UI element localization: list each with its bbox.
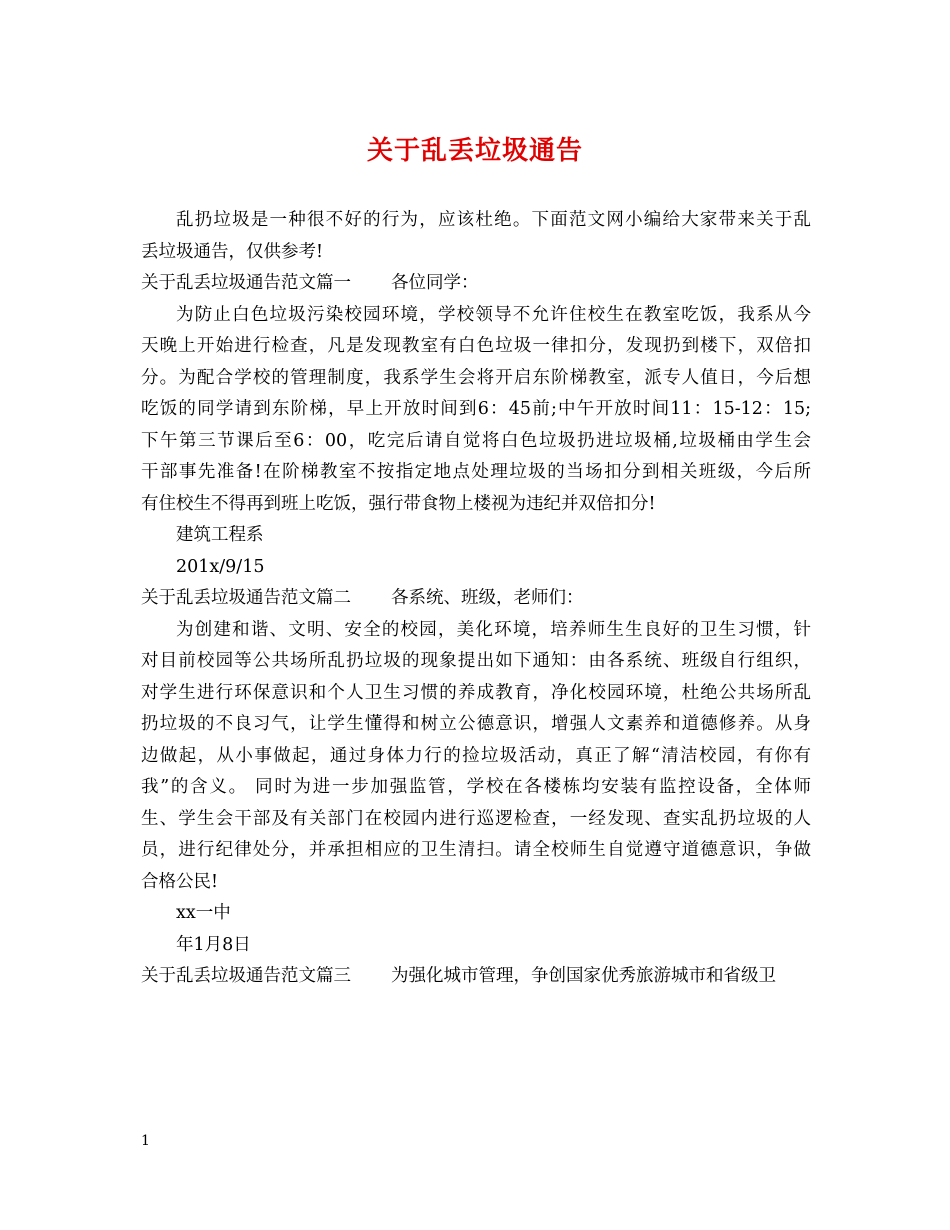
section-salutation: 各系统、班级，老师们：: [391, 588, 584, 608]
paragraph-line: 我”的含义。 同时为进一步加强监管，学校在各楼栋均安装有监控设备，全体师: [141, 777, 811, 797]
intro-line: 丢垃圾通告，仅供参考!: [141, 241, 324, 262]
paragraph-line: 有住校生不得再到班上吃饭，强行带食物上楼视为违纪并双倍扣分!: [141, 493, 656, 514]
document-title: 关于乱丢垃圾通告: [366, 136, 583, 166]
paragraph-line: 对学生进行环保意识和个人卫生习惯的养成教育，净化校园环境，杜绝公共场所乱: [141, 682, 811, 703]
page-number: 1: [141, 1133, 150, 1149]
paragraph-line: 分。为配合学校的管理制度，我系学生会将开启东阶梯教室，派专人值日，今后想: [141, 367, 811, 388]
section-heading: [141, 268, 811, 300]
section-title: 关于乱丢垃圾通告范文篇一: [141, 273, 351, 293]
document-body: [141, 205, 811, 993]
signature: 建筑工程系: [176, 525, 264, 545]
paragraph-line: 对目前校园等公共场所乱扔垃圾的现象提出如下通知：由各系统、班级自行组织，: [141, 651, 811, 671]
paragraph-line: 扔垃圾的不良习气，让学生懂得和树立公德意识，增强人文素养和道德修养。从身: [141, 714, 811, 734]
section-salutation: 各位同学：: [391, 273, 479, 293]
paragraph-line: 生、学生会干部及有关部门在校园内进行巡逻检查，一经发现、查实乱扔垃圾的人: [141, 808, 811, 829]
date: 年1月8日: [176, 934, 251, 955]
intro-line: 乱扔垃圾是一种很不好的行为，应该杜绝。下面范文网小编给大家带来关于乱: [176, 210, 811, 230]
section-heading: [141, 583, 811, 615]
paragraph-line: 员，进行纪律处分，并承担相应的卫生清扫。请全校师生自觉遵守道德意识，争做: [141, 840, 811, 860]
paragraph-line: 吃饭的同学请到东阶梯，早上开放时间到6：45前;中午开放时间11：15-12：15;: [141, 399, 811, 419]
paragraph-line: 边做起，从小事做起，通过身体力行的捡垃圾活动，真正了解“清洁校园，有你有: [141, 745, 811, 766]
paragraph-line: 为强化城市管理，争创国家优秀旅游城市和省级卫: [391, 966, 776, 986]
paragraph-line: 为创建和谐、文明、安全的校园，美化环境，培养师生生良好的卫生习惯，针: [176, 619, 811, 640]
section-heading: [141, 961, 811, 993]
paragraph-line: 干部事先准备!在阶梯教室不按指定地点处理垃圾的当场扣分到相关班级，今后所: [141, 462, 811, 482]
paragraph-line: 下午第三节课后至6：00，吃完后请自觉将白色垃圾扔进垃圾桶,垃圾桶由学生会: [141, 430, 811, 451]
paragraph-line: 天晚上开始进行检查，凡是发现教室有白色垃圾一律扣分，发现扔到楼下，双倍扣: [141, 336, 811, 356]
signature: xx一中: [176, 903, 231, 923]
paragraph-line: 为防止白色垃圾污染校园环境，学校领导不允许住校生在教室吃饭，我系从今: [176, 304, 811, 325]
date: 201x/9/15: [176, 556, 265, 577]
section-title: 关于乱丢垃圾通告范文篇三: [141, 966, 351, 986]
section-title: 关于乱丢垃圾通告范文篇二: [141, 588, 351, 608]
paragraph-line: 合格公民!: [141, 871, 219, 892]
